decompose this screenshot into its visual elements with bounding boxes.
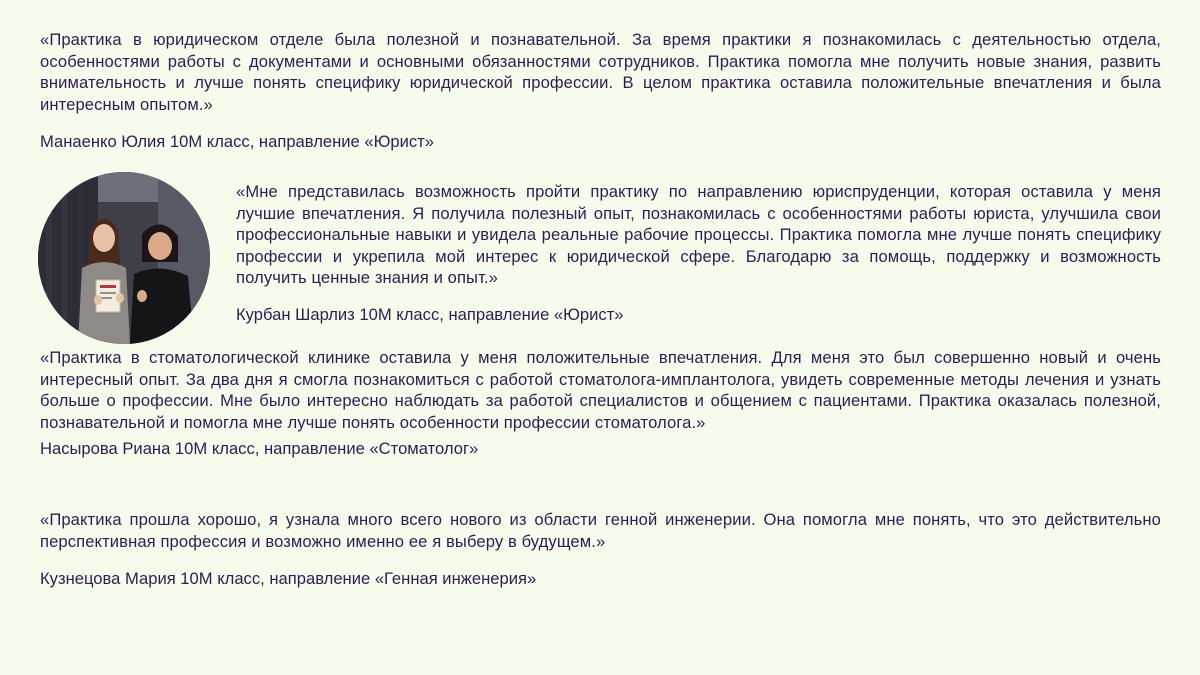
testimonial-author: Кузнецова Мария 10М класс, направление «Генная инженерия» [40,569,537,588]
student-photo [38,172,210,344]
testimonial-manaenko [40,29,1161,153]
testimonial-kuznetsova [40,509,1161,590]
testimonial-author: Манаенко Юлия 10М класс, направление «Юрист» [40,132,435,151]
testimonial-kurban [236,181,1161,325]
testimonial-author: Насырова Риана 10М класс, направление «Стоматолог» [40,439,479,458]
testimonial-author: Курбан Шарлиз 10М класс, направление «Юрист» [236,304,624,324]
testimonial-quote: «Практика прошла хорошо, я узнала много всего нового из области генной инженерии. Она помогла мне понять, что это действительно перспективная профессия и возможно именно ее я выберу в будущем.» [40,510,1161,551]
testimonial-quote: «Практика в стоматологической клинике оставила у меня положительные впечатления. Для меня это был совершенно новый и очень интересный опыт. За два дня я смогла познакомиться с работой стоматолога-имплантолога, увидеть современные методы лечения и узнать больше о профессии. Мне было интересно наблюдать за работой специалистов и общением с пациентами. Практика оказалась полезной, познавательной и помогла мне лучше понять особенности профессии стоматолога.» [40,348,1161,432]
testimonial-quote: «Мне представилась возможность пройти практику по направлению юриспруденции, которая оставила у меня лучшие впечатления. Я получила полезный опыт, познакомилась с особенностями работы юриста, улучшила свои профессиональные навыки и увидела реальные рабочие процессы. Практика помогла мне лучше понять специфику профессии и укрепила мой интерес к юридической сфере. Благодарю за помощь, поддержку и возможность получить ценные знания и опыт.» [236,182,1161,287]
photo-illustration-icon [38,172,210,344]
testimonial-quote: «Практика в юридическом отделе была полезной и познавательной. За время практики я познакомилась с деятельностью отдела, особенностями работы с документами и основными обязанностями сотрудников. Практика помогла мне получить новые знания, развить внимательность и лучше понять специфику юридической профессии. В целом практика оставила положительные впечатления и была интересным опытом.» [40,30,1161,114]
testimonial-nasyrova [40,347,1161,460]
